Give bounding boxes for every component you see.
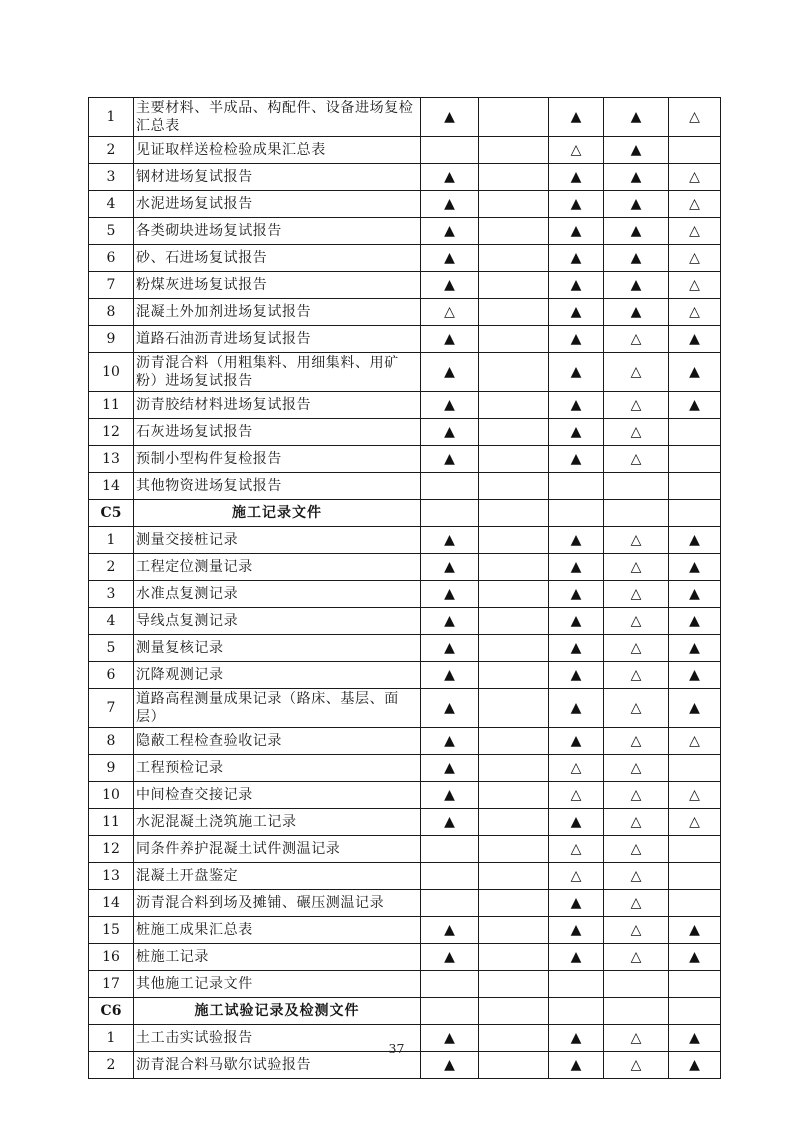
table-row <box>89 554 721 581</box>
hollow-triangle-icon: △ <box>549 836 604 863</box>
row-number: 9 <box>89 326 134 353</box>
empty-mark-cell <box>669 137 721 164</box>
item-name: 水泥进场复试报告 <box>134 191 421 218</box>
empty-mark-cell <box>479 527 549 554</box>
hollow-triangle-icon: △ <box>604 608 669 635</box>
table-row <box>89 944 721 971</box>
filled-triangle-icon: ▲ <box>421 662 479 689</box>
row-number: 4 <box>89 608 134 635</box>
item-name: 沥青胶结材料进场复试报告 <box>134 392 421 419</box>
filled-triangle-icon: ▲ <box>549 245 604 272</box>
empty-mark-cell <box>421 863 479 890</box>
hollow-triangle-icon: △ <box>604 527 669 554</box>
hollow-triangle-icon: △ <box>669 728 721 755</box>
filled-triangle-icon: ▲ <box>421 554 479 581</box>
filled-triangle-icon: ▲ <box>421 728 479 755</box>
item-name: 工程定位测量记录 <box>134 554 421 581</box>
filled-triangle-icon: ▲ <box>421 1025 479 1052</box>
item-name: 各类砌块进场复试报告 <box>134 218 421 245</box>
filled-triangle-icon: ▲ <box>604 272 669 299</box>
empty-mark-cell <box>479 218 549 245</box>
item-name: 其他施工记录文件 <box>134 971 421 998</box>
hollow-triangle-icon: △ <box>604 755 669 782</box>
filled-triangle-icon: ▲ <box>604 164 669 191</box>
empty-mark-cell <box>669 998 721 1025</box>
empty-mark-cell <box>479 554 549 581</box>
filled-triangle-icon: ▲ <box>421 581 479 608</box>
empty-mark-cell <box>479 137 549 164</box>
table-row <box>89 98 721 137</box>
filled-triangle-icon: ▲ <box>549 728 604 755</box>
filled-triangle-icon: ▲ <box>421 689 479 728</box>
filled-triangle-icon: ▲ <box>549 98 604 137</box>
table-row <box>89 863 721 890</box>
filled-triangle-icon: ▲ <box>669 689 721 728</box>
empty-mark-cell <box>479 635 549 662</box>
row-number: 6 <box>89 662 134 689</box>
empty-mark-cell <box>479 944 549 971</box>
row-number: 13 <box>89 863 134 890</box>
empty-mark-cell <box>479 581 549 608</box>
empty-mark-cell <box>421 998 479 1025</box>
hollow-triangle-icon: △ <box>604 353 669 392</box>
table-row <box>89 191 721 218</box>
hollow-triangle-icon: △ <box>669 98 721 137</box>
table-row <box>89 689 721 728</box>
empty-mark-cell <box>479 353 549 392</box>
table-row <box>89 272 721 299</box>
empty-mark-cell <box>669 473 721 500</box>
filled-triangle-icon: ▲ <box>421 1052 479 1079</box>
empty-mark-cell <box>479 98 549 137</box>
filled-triangle-icon: ▲ <box>549 392 604 419</box>
hollow-triangle-icon: △ <box>604 446 669 473</box>
row-number: 1 <box>89 527 134 554</box>
item-name: 中间检查交接记录 <box>134 782 421 809</box>
table-row <box>89 473 721 500</box>
empty-mark-cell <box>479 272 549 299</box>
filled-triangle-icon: ▲ <box>669 527 721 554</box>
item-name: 粉煤灰进场复试报告 <box>134 272 421 299</box>
empty-mark-cell <box>479 500 549 527</box>
filled-triangle-icon: ▲ <box>669 554 721 581</box>
filled-triangle-icon: ▲ <box>549 608 604 635</box>
empty-mark-cell <box>549 473 604 500</box>
filled-triangle-icon: ▲ <box>549 353 604 392</box>
hollow-triangle-icon: △ <box>604 662 669 689</box>
filled-triangle-icon: ▲ <box>421 782 479 809</box>
empty-mark-cell <box>479 971 549 998</box>
hollow-triangle-icon: △ <box>604 782 669 809</box>
filled-triangle-icon: ▲ <box>549 446 604 473</box>
item-name: 其他物资进场复试报告 <box>134 473 421 500</box>
row-number: 2 <box>89 1052 134 1079</box>
empty-mark-cell <box>479 245 549 272</box>
filled-triangle-icon: ▲ <box>421 635 479 662</box>
table-row <box>89 137 721 164</box>
empty-mark-cell <box>479 782 549 809</box>
table-row <box>89 245 721 272</box>
filled-triangle-icon: ▲ <box>669 353 721 392</box>
empty-mark-cell <box>421 137 479 164</box>
item-name: 沥青混合料到场及摊铺、碾压测温记录 <box>134 890 421 917</box>
table-row <box>89 527 721 554</box>
hollow-triangle-icon: △ <box>604 635 669 662</box>
item-name: 桩施工成果汇总表 <box>134 917 421 944</box>
section-header-row <box>89 500 721 527</box>
filled-triangle-icon: ▲ <box>669 581 721 608</box>
table-row <box>89 608 721 635</box>
filled-triangle-icon: ▲ <box>549 809 604 836</box>
row-number: 14 <box>89 473 134 500</box>
table-row <box>89 326 721 353</box>
filled-triangle-icon: ▲ <box>549 527 604 554</box>
hollow-triangle-icon: △ <box>604 1025 669 1052</box>
hollow-triangle-icon: △ <box>604 836 669 863</box>
empty-mark-cell <box>479 299 549 326</box>
row-number: 12 <box>89 836 134 863</box>
row-number: 5 <box>89 635 134 662</box>
empty-mark-cell <box>549 971 604 998</box>
item-name: 测量复核记录 <box>134 635 421 662</box>
section-title: 施工试验记录及检测文件 <box>134 998 421 1025</box>
section-title: 施工记录文件 <box>134 500 421 527</box>
empty-mark-cell <box>421 473 479 500</box>
item-name: 导线点复测记录 <box>134 608 421 635</box>
empty-mark-cell <box>669 755 721 782</box>
item-name: 测量交接桩记录 <box>134 527 421 554</box>
table-row <box>89 446 721 473</box>
hollow-triangle-icon: △ <box>421 299 479 326</box>
filled-triangle-icon: ▲ <box>421 218 479 245</box>
empty-mark-cell <box>479 164 549 191</box>
table-row <box>89 971 721 998</box>
item-name: 石灰进场复试报告 <box>134 419 421 446</box>
empty-mark-cell <box>421 836 479 863</box>
hollow-triangle-icon: △ <box>604 419 669 446</box>
filled-triangle-icon: ▲ <box>549 1052 604 1079</box>
empty-mark-cell <box>421 971 479 998</box>
item-name: 土工击实试验报告 <box>134 1025 421 1052</box>
empty-mark-cell <box>669 500 721 527</box>
filled-triangle-icon: ▲ <box>549 917 604 944</box>
table-row <box>89 299 721 326</box>
empty-mark-cell <box>479 863 549 890</box>
section-code: C5 <box>89 500 134 527</box>
filled-triangle-icon: ▲ <box>549 554 604 581</box>
row-number: 1 <box>89 98 134 137</box>
hollow-triangle-icon: △ <box>669 272 721 299</box>
hollow-triangle-icon: △ <box>604 581 669 608</box>
filled-triangle-icon: ▲ <box>669 1052 721 1079</box>
row-number: 7 <box>89 689 134 728</box>
item-name: 主要材料、半成品、构配件、设备进场复检汇总表 <box>134 98 421 137</box>
row-number: 17 <box>89 971 134 998</box>
item-name: 同条件养护混凝土试件测温记录 <box>134 836 421 863</box>
hollow-triangle-icon: △ <box>669 299 721 326</box>
table-row <box>89 392 721 419</box>
checklist-table <box>88 97 721 1079</box>
filled-triangle-icon: ▲ <box>549 890 604 917</box>
table-row <box>89 635 721 662</box>
filled-triangle-icon: ▲ <box>549 191 604 218</box>
empty-mark-cell <box>479 836 549 863</box>
empty-mark-cell <box>669 446 721 473</box>
hollow-triangle-icon: △ <box>549 782 604 809</box>
row-number: 8 <box>89 299 134 326</box>
hollow-triangle-icon: △ <box>669 245 721 272</box>
row-number: 7 <box>89 272 134 299</box>
empty-mark-cell <box>479 326 549 353</box>
hollow-triangle-icon: △ <box>549 863 604 890</box>
filled-triangle-icon: ▲ <box>604 191 669 218</box>
empty-mark-cell <box>549 500 604 527</box>
row-number: 15 <box>89 917 134 944</box>
filled-triangle-icon: ▲ <box>669 1025 721 1052</box>
item-name: 混凝土开盘鉴定 <box>134 863 421 890</box>
table-row <box>89 218 721 245</box>
filled-triangle-icon: ▲ <box>549 326 604 353</box>
row-number: 10 <box>89 353 134 392</box>
row-number: 8 <box>89 728 134 755</box>
table-row <box>89 419 721 446</box>
empty-mark-cell <box>479 392 549 419</box>
filled-triangle-icon: ▲ <box>669 326 721 353</box>
page-number: 37 <box>388 1041 405 1056</box>
filled-triangle-icon: ▲ <box>669 392 721 419</box>
table-row <box>89 662 721 689</box>
row-number: 11 <box>89 809 134 836</box>
hollow-triangle-icon: △ <box>604 917 669 944</box>
filled-triangle-icon: ▲ <box>604 299 669 326</box>
empty-mark-cell <box>479 446 549 473</box>
empty-mark-cell <box>669 890 721 917</box>
hollow-triangle-icon: △ <box>604 944 669 971</box>
item-name: 见证取样送检检验成果汇总表 <box>134 137 421 164</box>
filled-triangle-icon: ▲ <box>421 917 479 944</box>
empty-mark-cell <box>669 836 721 863</box>
row-number: 10 <box>89 782 134 809</box>
filled-triangle-icon: ▲ <box>549 689 604 728</box>
empty-mark-cell <box>604 500 669 527</box>
empty-mark-cell <box>479 890 549 917</box>
filled-triangle-icon: ▲ <box>669 635 721 662</box>
filled-triangle-icon: ▲ <box>421 608 479 635</box>
row-number: 11 <box>89 392 134 419</box>
filled-triangle-icon: ▲ <box>604 137 669 164</box>
filled-triangle-icon: ▲ <box>604 98 669 137</box>
row-number: 3 <box>89 581 134 608</box>
item-name: 砂、石进场复试报告 <box>134 245 421 272</box>
empty-mark-cell <box>479 809 549 836</box>
filled-triangle-icon: ▲ <box>421 245 479 272</box>
filled-triangle-icon: ▲ <box>421 272 479 299</box>
table-row <box>89 728 721 755</box>
table-row <box>89 836 721 863</box>
hollow-triangle-icon: △ <box>669 809 721 836</box>
empty-mark-cell <box>479 998 549 1025</box>
filled-triangle-icon: ▲ <box>604 218 669 245</box>
hollow-triangle-icon: △ <box>604 728 669 755</box>
filled-triangle-icon: ▲ <box>549 944 604 971</box>
table-row <box>89 782 721 809</box>
table-body <box>89 98 721 1079</box>
hollow-triangle-icon: △ <box>604 1052 669 1079</box>
filled-triangle-icon: ▲ <box>549 419 604 446</box>
item-name: 工程预检记录 <box>134 755 421 782</box>
filled-triangle-icon: ▲ <box>549 299 604 326</box>
row-number: 3 <box>89 164 134 191</box>
hollow-triangle-icon: △ <box>669 164 721 191</box>
empty-mark-cell <box>421 890 479 917</box>
hollow-triangle-icon: △ <box>604 863 669 890</box>
table-row <box>89 890 721 917</box>
item-name: 隐蔽工程检查验收记录 <box>134 728 421 755</box>
filled-triangle-icon: ▲ <box>669 608 721 635</box>
filled-triangle-icon: ▲ <box>421 755 479 782</box>
hollow-triangle-icon: △ <box>669 218 721 245</box>
item-name: 钢材进场复试报告 <box>134 164 421 191</box>
filled-triangle-icon: ▲ <box>421 164 479 191</box>
filled-triangle-icon: ▲ <box>549 635 604 662</box>
filled-triangle-icon: ▲ <box>421 446 479 473</box>
empty-mark-cell <box>669 971 721 998</box>
table-row <box>89 581 721 608</box>
row-number: 14 <box>89 890 134 917</box>
filled-triangle-icon: ▲ <box>669 944 721 971</box>
filled-triangle-icon: ▲ <box>669 662 721 689</box>
filled-triangle-icon: ▲ <box>421 419 479 446</box>
filled-triangle-icon: ▲ <box>421 944 479 971</box>
filled-triangle-icon: ▲ <box>669 917 721 944</box>
item-name: 道路高程测量成果记录（路床、基层、面层） <box>134 689 421 728</box>
item-name: 混凝土外加剂进场复试报告 <box>134 299 421 326</box>
item-name: 水泥混凝土浇筑施工记录 <box>134 809 421 836</box>
empty-mark-cell <box>479 728 549 755</box>
filled-triangle-icon: ▲ <box>421 326 479 353</box>
table-row <box>89 755 721 782</box>
row-number: 2 <box>89 137 134 164</box>
hollow-triangle-icon: △ <box>669 782 721 809</box>
item-name: 预制小型构件复检报告 <box>134 446 421 473</box>
row-number: 4 <box>89 191 134 218</box>
empty-mark-cell <box>604 473 669 500</box>
filled-triangle-icon: ▲ <box>549 1025 604 1052</box>
row-number: 9 <box>89 755 134 782</box>
empty-mark-cell <box>604 971 669 998</box>
hollow-triangle-icon: △ <box>604 689 669 728</box>
filled-triangle-icon: ▲ <box>549 272 604 299</box>
item-name: 水准点复测记录 <box>134 581 421 608</box>
row-number: 2 <box>89 554 134 581</box>
empty-mark-cell <box>421 500 479 527</box>
item-name: 沥青混合料（用粗集料、用细集料、用矿粉）进场复试报告 <box>134 353 421 392</box>
item-name: 桩施工记录 <box>134 944 421 971</box>
row-number: 13 <box>89 446 134 473</box>
empty-mark-cell <box>479 419 549 446</box>
empty-mark-cell <box>479 473 549 500</box>
filled-triangle-icon: ▲ <box>421 98 479 137</box>
empty-mark-cell <box>669 863 721 890</box>
filled-triangle-icon: ▲ <box>549 218 604 245</box>
row-number: 12 <box>89 419 134 446</box>
filled-triangle-icon: ▲ <box>549 662 604 689</box>
row-number: 6 <box>89 245 134 272</box>
hollow-triangle-icon: △ <box>604 809 669 836</box>
filled-triangle-icon: ▲ <box>421 353 479 392</box>
empty-mark-cell <box>604 998 669 1025</box>
row-number: 5 <box>89 218 134 245</box>
hollow-triangle-icon: △ <box>549 755 604 782</box>
hollow-triangle-icon: △ <box>669 191 721 218</box>
table-row <box>89 164 721 191</box>
filled-triangle-icon: ▲ <box>549 164 604 191</box>
hollow-triangle-icon: △ <box>549 137 604 164</box>
item-name: 道路石油沥青进场复试报告 <box>134 326 421 353</box>
hollow-triangle-icon: △ <box>604 554 669 581</box>
item-name: 沥青混合料马歇尔试验报告 <box>134 1052 421 1079</box>
filled-triangle-icon: ▲ <box>421 527 479 554</box>
section-code: C6 <box>89 998 134 1025</box>
item-name: 沉降观测记录 <box>134 662 421 689</box>
hollow-triangle-icon: △ <box>604 392 669 419</box>
row-number: 1 <box>89 1025 134 1052</box>
hollow-triangle-icon: △ <box>604 326 669 353</box>
table-row <box>89 809 721 836</box>
row-number: 16 <box>89 944 134 971</box>
filled-triangle-icon: ▲ <box>421 392 479 419</box>
empty-mark-cell <box>479 917 549 944</box>
hollow-triangle-icon: △ <box>604 890 669 917</box>
empty-mark-cell <box>479 689 549 728</box>
section-header-row <box>89 998 721 1025</box>
empty-mark-cell <box>479 191 549 218</box>
filled-triangle-icon: ▲ <box>549 581 604 608</box>
empty-mark-cell <box>479 608 549 635</box>
filled-triangle-icon: ▲ <box>604 245 669 272</box>
empty-mark-cell <box>669 419 721 446</box>
table-row <box>89 917 721 944</box>
empty-mark-cell <box>479 662 549 689</box>
filled-triangle-icon: ▲ <box>421 191 479 218</box>
table-row <box>89 353 721 392</box>
filled-triangle-icon: ▲ <box>421 809 479 836</box>
empty-mark-cell <box>479 755 549 782</box>
empty-mark-cell <box>549 998 604 1025</box>
